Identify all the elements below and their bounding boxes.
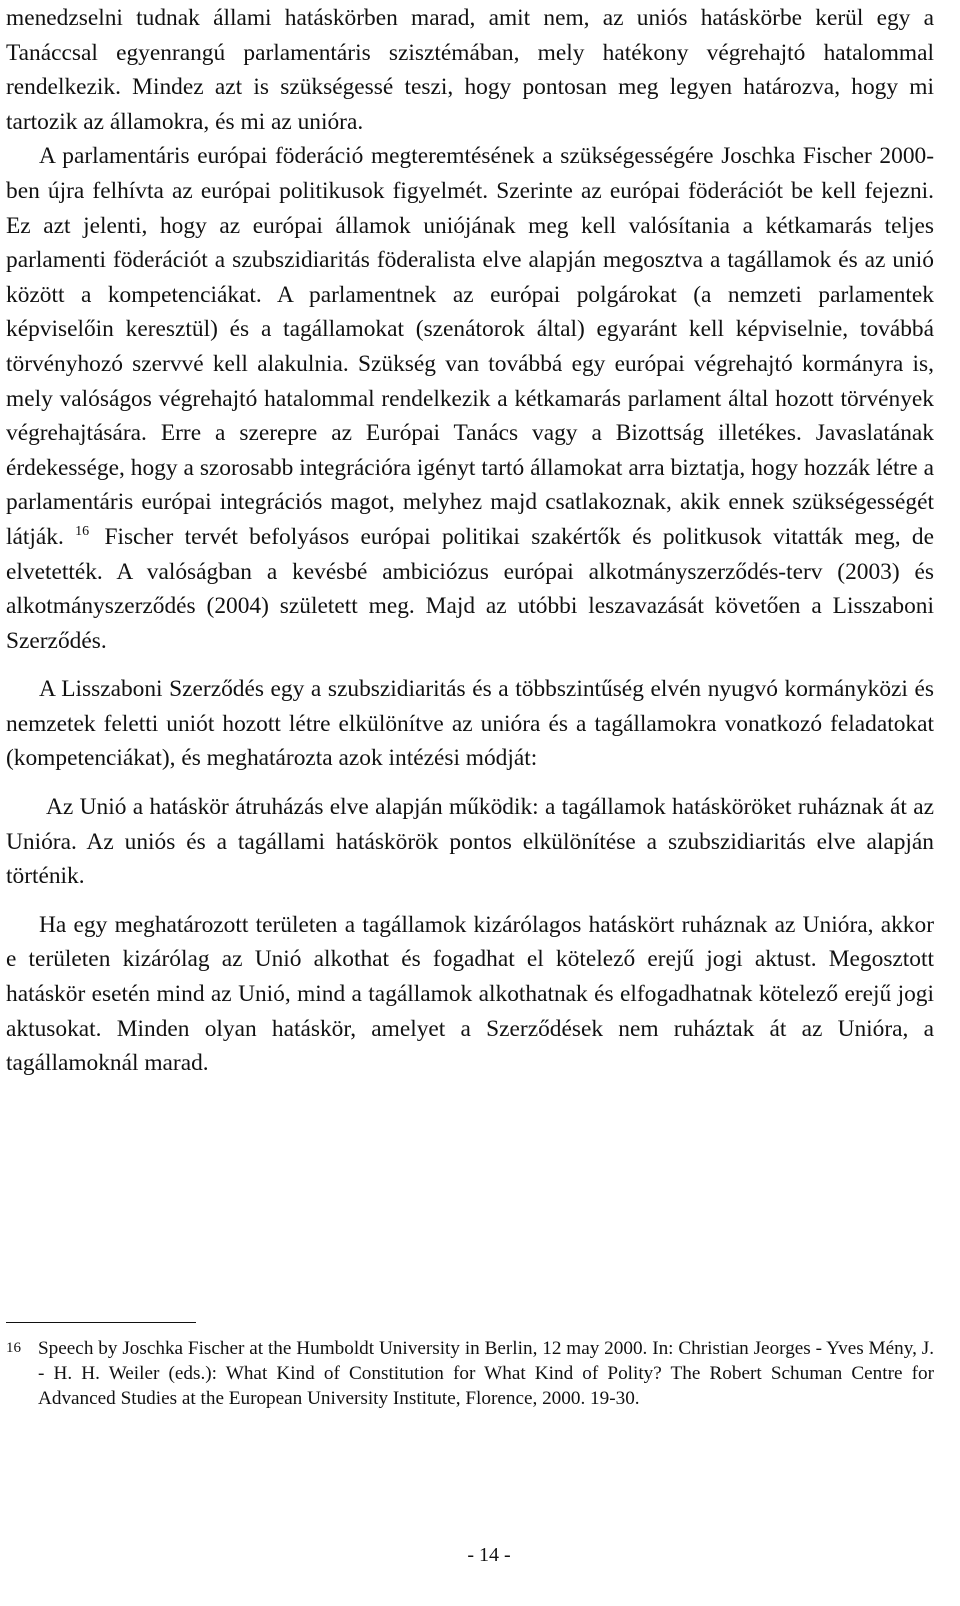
paragraph-2-text-b: Fischer tervét befolyásos európai politikai szakértők és politkusok vitatták meg, de elvetették. A valóságban a kevésbé ambiciózus európai alkotmányszerződés-terv (2003) és alkotmányszerződés (2004) született meg. Majd az utóbbi leszavazását követően a Lisszaboni Szerződés. [6,523,934,654]
paragraph-gap [6,894,934,908]
paragraph-3-text: A Lisszaboni Szerződés egy a szubszidiaritás és a többszintűség elvén nyugvó kormányközi és nemzetek feletti uniót hozott létre elkülönítve az unióra és a tagállamokra vonatkozó feladatokat (kompetenciákat), és meghatározta azok intézési módját: [6,676,934,772]
paragraph-4 [6,790,934,894]
footnote-number: 16 [6,1340,21,1356]
paragraph-5 [6,908,934,1081]
document-page [6,0,934,1081]
paragraph-2-text-a: A parlamentáris európai föderáció megteremtésének a szükségességére Joschka Fischer 2000-ben újra felhívta az európai politikusok figyelmét. Szerinte az európai föderációt be kell fejezni. Ez azt jelenti, hogy az európai államok uniójának meg kell valósítania a kétkamarás teljes parlamenti föderációt a szubszidiaritás föderalista elve alapján megosztva a tagállamok és az unió között a kompetenciákat. A parlamentnek az európai polgárokat (a nemzeti parlamentek képviselőin keresztül) és a tagállamokat (szenátorok által) egyaránt kell képviselnie, továbbá törvényhozó szervvé kell alakulnia. Szükség van továbbá egy európai végrehajtó kormányra is, mely valóságos végrehajtó hatalommal rendelkezik a kétkamarás parlament által hozott törvények végrehajtására. Erre a szerepre az Európai Tanács vagy a Bizottság illetékes. Javaslatának érdekessége, hogy a szorosabb integrációra igényt tartó államokat arra biztatja, hogy hozzák létre a parlamentáris európai integrációs magot, melyhez majd csatlakoznak, akik ennek szükségességét látják. [6,143,934,550]
paragraph-3 [6,672,934,776]
paragraph-gap [6,776,934,790]
page-number [0,1544,960,1567]
paragraph-5-text: Ha egy meghatározott területen a tagállamok kizárólagos hatáskört ruháznak az Unióra, akkor e területen kizárólag az Unió alkothat és fogadhat el kötelező erejű jogi aktust. Megosztott hatáskör esetén mind az Unió, mind a tagállamok alkothatnak és elfogadhatnak kötelező erejű jogi aktusokat. Minden olyan hatáskör, amelyet a Szerződések nem ruháztak át az Unióra, a tagállamoknál marad. [6,911,934,1077]
footnote-text: Speech by Joschka Fischer at the Humboldt University in Berlin, 12 may 2000. In: Christian Jeorges - Yves Mény, J. - H. H. Weiler (eds.): What Kind of Constitution for What Kind of Polity? The Robert Schuman Centre for Advanced Studies at the European University Institute, Florence, 2000. 19-30. [38,1338,934,1409]
footnote-separator [6,1322,196,1323]
paragraph-2 [6,139,934,658]
paragraph-1 [6,0,934,139]
page-number-text: - 14 - [467,1544,511,1566]
paragraph-4-text: Az Unió a hatáskör átruházás elve alapján működik: a tagállamok hatásköröket ruháznak át az Unióra. Az uniós és a tagállami hatáskörök pontos elkülönítése a szubszidiaritás elve alapján történik. [6,794,934,890]
paragraph-gap [6,658,934,672]
paragraph-1-text: menedzselni tudnak állami hatáskörben marad, amit nem, az uniós hatáskörbe kerül egy a Tanáccsal egyenrangú parlamentáris szisztémában, mely hatékony végrehajtó hatalommal rendelkezik. Mindez azt is szükségessé teszi, hogy pontosan meg legyen határozva, hogy mi tartozik az államokra, és mi az unióra. [6,5,934,135]
footnote-reference[interactable]: 16 [75,523,90,539]
footnote [6,1336,934,1411]
